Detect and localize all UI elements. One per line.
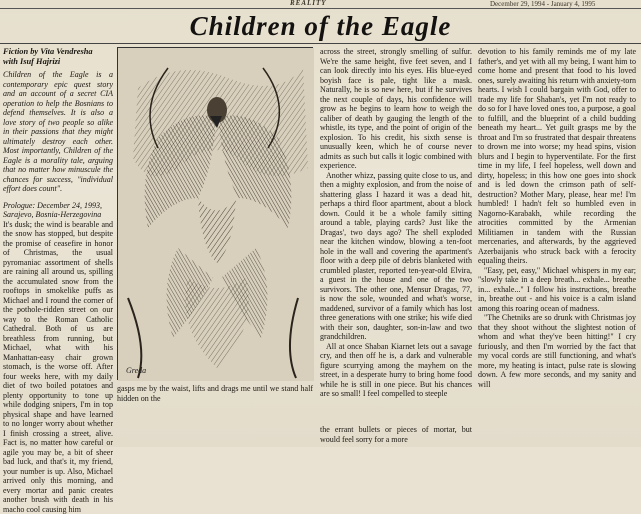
column-3-bottom: the errant bullets or pieces of mortar, but would feel sorry for a more [320, 425, 472, 444]
column-3-paragraph: All at once Shaban Kiarnet lets out a savage cry, and then off he is, a dark and vulnerable figure scurrying among the mayhem on the street, in a desperate hurry to bring home food while he is still in one piece. But his chances are so small! I feel compelled to steeple [320, 341, 472, 398]
column-4-paragraph: "Easy, pet, easy," Michael whispers in my ear; "slowly take in a deep breath... exhale... breathe in... exhale..." I follow his instructions, breathe in, breathe out - and his voice is a calm island among this roaring ocean of madness. [478, 265, 636, 313]
column-1-body: It's dusk; the wind is bearable and the snow has stopped, but despite the promise of ceasefire in honor of Christmas, the usual pyromaniac assortment of shells are raining all around us, spilling the accumulated snow from the rooftops in smokelike puffs as Michael and I round the corner of the pothole-ridden street on our way to the Roman Catholic Cathedral. Both of us are breathless from running, but Michael, what with his Manhattan-easy chair grown stomach, is the worse off. After four weeks here, with my daily diet of two boiled potatoes and plenty opportunity to tone up while dodging snipers, I'm in top physical shape and have learned to no longer worry about whether I finish crossing a street, alive. Fact is, no matter how careful or agile you may be, a bit of sheer bad luck, and that's it, my friend, your number is up. Also, Michael arrived only this morning, and every mortar and panic creates another brush with death in his macho cool causing him [3, 219, 113, 514]
column-3-paragraph: Another whizz, passing quite close to us, and then a mighty explosion, and from the noise of shattering glass I hazard it was a dead hit, perhaps a third floor apartment, about a block down. Could it be a whole family sitting around a table, playing cards? Just like the Dragas', two days ago? The shell exploded near the kitchen window, blowing a ten-foot hole in the wall and covering the apartment's floor with a deep pile of debris blanketed with crumbled plaster, reported ten-year-old Elvira, a guest in the house and one of the two survivors. The other one, Mensur Dragas, 77, is now the sole, wounded and what's worse, maddened, survivor of a family which has lost three generations with one strike; his wife died with their son, daughter, son-in-law and two grandchildren. [320, 170, 472, 341]
byline-author: Fiction by Vita Vendresha [3, 47, 93, 56]
column-1 [3, 47, 113, 514]
eagle-drawing [118, 48, 314, 381]
column-4-paragraph: devotion to his family reminds me of my late father's, and yet with all my being, I want him to come home and present that food to his loved ones, surely awaiting his return with anxiety-torn hearts. I wish I could bargain with God, offer to trade my life for Shaban's, yet I'm not ready to do so for I have loved ones too, a purpose, a goal to fulfill, and the blueprint of a child budding beneath my heart... Yet guilt grasps me by the throat and I'm so frustrated that despair threatens to drown me into worse; my head spins, vision blurs and I begin to hyperventilate. For the first time in my life, I feel hopeless, well down and dirty, hopeless; in this how one goes into shock and is led down the crimson path of self-destruction? Mother Mary, please, hear me! I'm humbled! I hadn't felt so humbled even in Nagorno-Karabakh, while recording the atrocities committed by the Armenian Militiamen in tandem with the Russian mercenaries, and afterwards, by the aggrieved Azerbaijanis who struck back with a ferocity equaling theirs. [478, 47, 636, 265]
issue-date: December 29, 1994 - January 4, 1995 [490, 0, 596, 8]
column-4 [478, 47, 636, 447]
dateline [3, 201, 113, 220]
eagle-illustration [117, 47, 313, 380]
byline [3, 47, 113, 66]
column-4-paragraph: "The Chetniks are so drunk with Christmas joy that they shoot without the slightest notion of whom and what they've been hitting!" I cry furiously, and then I'm worried by the fact that my vocal cords are still functioning, and what's more, my heating is intact, pulse rate is slowing down. A few more seconds, and my sanity and will [478, 313, 636, 389]
column-2-bottom: gasps me by the waist, lifts and drags me until we stand half hidden on the [117, 384, 313, 403]
intro-blurb: Children of the Eagle is a contemporary epic quest story and an account of a secret CIA operation to help the Bosnians to defend themselves. It is also a love story of two people so alike in their passions that they might ultimately destroy each other. Most importantly, Children of the Eagle is a morality tale, arguing that no matter how minuscule the chances for success, "individual effort does count". [3, 70, 113, 194]
masthead [0, 0, 641, 9]
column-3 [320, 47, 472, 398]
headline-rule [0, 43, 641, 44]
headline: Children of the Eagle [189, 11, 452, 41]
artist-signature: Greda [126, 366, 147, 375]
dateline-line-2: Sarajevo, Bosnia-Herzegovina [3, 210, 102, 220]
dateline-line-1: Prologue: December 24, 1993, [3, 200, 103, 210]
publication-name: REALITY [290, 0, 327, 7]
column-3-paragraph: across the street, strongly smelling of sulfur. We're the same height, five feet seven, and I can look directly into his eyes. His blue-eyed boyish face is pale, tight like a mask. Naturally, he is so new here, but if he survives the next couple of days, his confidence will grow as he begins to learn how to weigh the caliber of death by gauging the length of the whistle, its type, and the point of origin of the explosion. To his credit, his sixth sense is unusually keen, which he of course never admits as such but calls it logic combined with experience. [320, 47, 472, 170]
byline-coauthor: with Isuf Hajrizi [3, 56, 61, 66]
